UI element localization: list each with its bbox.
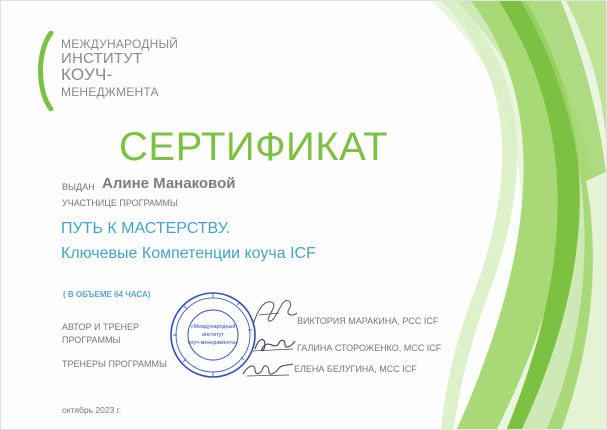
logo-text-line3: КОУЧ- — [61, 65, 113, 84]
author-trainer-label: АВТОР И ТРЕНЕР ПРОГРАММЫ — [62, 322, 139, 345]
logo-bracket-icon — [33, 31, 57, 111]
stamp-text-line1: «Международный — [190, 324, 236, 330]
signatory-name-3: ЕЛЕНА БЕЛУГИНА, MCC ICF — [294, 364, 417, 374]
signatory-name-2: ГАЛИНА СТОРОЖЕНКО, MCC ICF — [297, 343, 442, 353]
issued-label: ВЫДАН — [62, 182, 95, 192]
recipient-name: Алине Манаковой — [102, 175, 236, 192]
certificate-title: СЕРТИФИКАТ — [119, 125, 389, 169]
stamp-text-line3: коуч-менеджмента» — [187, 340, 239, 346]
logo-text-line4: МЕНЕДЖМЕНТА — [61, 85, 159, 99]
issue-date: октябрь 2023 г. — [62, 405, 122, 415]
stamp-text-line2: институт — [202, 332, 224, 338]
logo-text-line2: ИНСТИТУТ — [61, 50, 143, 67]
program-title-line2: Ключевые Компетенции коуча ICF — [61, 245, 316, 262]
trainers-label: ТРЕНЕРЫ ПРОГРАММЫ — [62, 359, 167, 369]
program-title-line1: ПУТЬ К МАСТЕРСТВУ. — [61, 220, 231, 237]
program-hours: ( В ОБЪЕМЕ 64 ЧАСА) — [63, 290, 151, 299]
signature-1 — [249, 295, 301, 331]
participant-label: УЧАСТНИЦЕ ПРОГРАММЫ — [62, 198, 178, 208]
logo-text-line1: МЕЖДУНАРОДНЫЙ — [61, 37, 179, 51]
signatory-name-1: ВИКТОРИЯ МАРАКИНА, PCC ICF — [297, 316, 439, 326]
signature-2 — [251, 331, 299, 357]
signature-3 — [239, 356, 297, 382]
